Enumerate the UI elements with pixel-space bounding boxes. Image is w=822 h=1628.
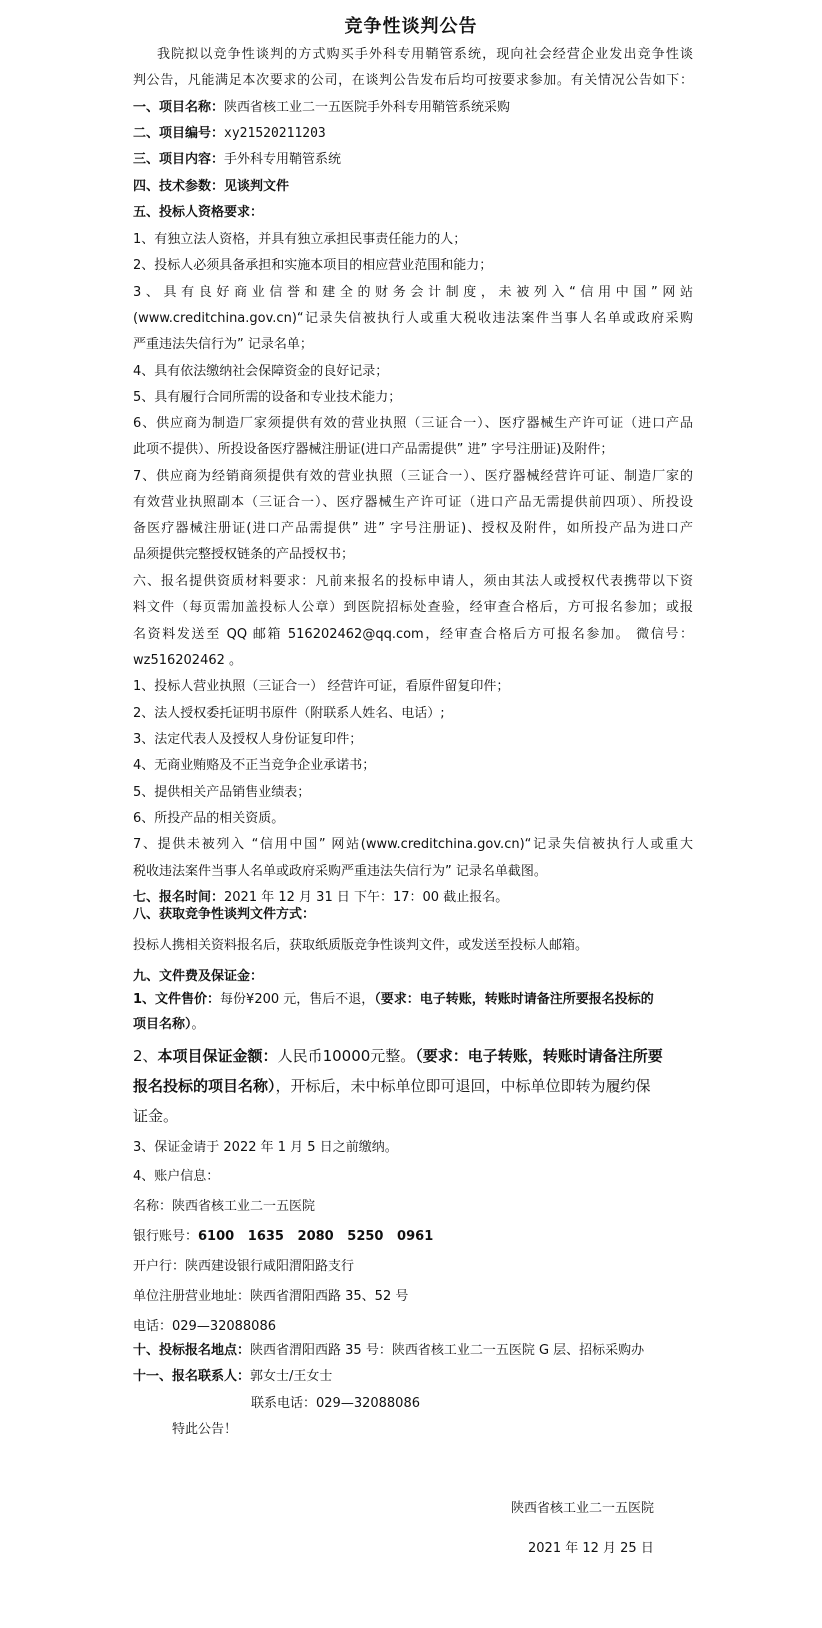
contact-person-value: 郭女士/王女士 [250,1369,333,1384]
materials-intro-line-1: 六、报名提供资质材料要求：凡前来报名的投标申请人，须由其法人或授权代表携带以下资 [133,574,693,589]
project-number-row [133,125,693,143]
registration-time-label: 七、报名时间： [133,890,225,905]
materials-intro-line-4: wz516202462 。 [133,653,243,668]
doc-fee-period: 。 [191,1017,205,1032]
deposit-index: 2、 [133,1047,158,1065]
materials-item-3: 3、法定代表人及授权人身份证复印件； [133,732,363,747]
qualification-item-7-line-1: 7、供应商为经销商须提供有效的营业执照（三证合一）、医疗器械经营许可证、制造厂家的 [133,469,693,484]
qualification-item-1: 1、有独立法人资格，并具有独立承担民事责任能力的人； [133,232,467,247]
deposit-line-1 [133,1046,693,1066]
page-title: 竞争性谈判公告 [344,16,478,37]
project-name-value: 陕西省核工业二一五医院手外科专用鞘管系统采购 [224,100,511,115]
qualification-item-4: 4、具有依法缴纳社会保障资金的良好记录； [133,364,389,379]
account-info-heading: 4、账户信息： [133,1169,220,1184]
project-content-row [133,151,693,169]
materials-item-6: 6、所投产品的相关资质。 [133,811,285,826]
deposit-line-2 [133,1076,693,1096]
project-content-label: 三、项目内容： [133,152,225,167]
doc-fee-line-2 [133,1016,693,1034]
materials-item-7-line-1: 7、提供未被列入 “信用中国” 网站(www.creditchina.gov.cn)“记录失信被执行人或重大 [133,837,693,852]
materials-item-4: 4、无商业贿赂及不正当竞争企业承诺书； [133,758,376,773]
registration-location-value: 陕西省渭阳西路 35 号：陕西省核工业二一五医院 G 层、招标采购办 [250,1343,645,1358]
doc-fee-line-1 [133,991,693,1009]
doc-fee-label: 1、文件售价： [133,992,221,1007]
fees-heading: 九、文件费及保证金： [133,969,264,984]
registration-time-row [133,889,693,907]
qualification-item-3-line-2: (www.creditchina.gov.cn)“记录失信被执行人或重大税收违法案件当事人名单或政府采购 [133,311,693,326]
doc-fee-value: 每份¥200 元，售后不退， [220,992,375,1007]
deposit-deadline: 3、保证金请于 2022 年 1 月 5 日之前缴纳。 [133,1140,398,1155]
deposit-requirement-end: 报名投标的项目名称） [133,1077,276,1095]
intro-line-1: 我院拟以竞争性谈判的方式购买手外科专用鞘管系统，现向社会经营企业发出竞争性谈 [157,47,693,62]
deposit-label: 本项目保证金额： [157,1047,278,1065]
intro-line-2: 判公告，凡能满足本次要求的公司，在谈判公告发布后均可按要求参加。有关情况公告如下： [133,73,693,88]
qualification-item-7-line-2: 有效营业执照副本（三证合一）、医疗器械生产许可证（进口产品无需提供前四项）、所投设 [133,495,693,510]
contact-phone: 联系电话：029—32088086 [251,1396,420,1411]
project-name-label: 一、项目名称： [133,100,225,115]
deposit-refund-text: ，开标后，未中标单位即可退回，中标单位即转为履约保 [275,1077,651,1095]
deposit-line-3: 证金。 [133,1107,179,1125]
doc-acquisition-text: 投标人携相关资料报名后，获取纸质版竞争性谈判文件，或发送至投标人邮箱。 [133,938,589,953]
materials-intro-line-3: 名资料发送至 QQ 邮箱 516202462@qq.com，经审查合格后方可报名参加。 微信号： [133,627,693,642]
qualification-item-7-line-4: 品须提供完整授权链条的产品授权书； [133,547,355,562]
doc-acquisition-heading: 八、获取竞争性谈判文件方式： [133,907,316,922]
registration-location-row [133,1342,693,1360]
account-number-label: 银行账号： [133,1229,199,1244]
account-phone: 电话：029—32088086 [133,1319,276,1334]
closing-text: 特此公告！ [172,1422,238,1437]
account-address: 单位注册营业地址：陕西省渭阳西路 35、52 号 [133,1289,409,1304]
materials-intro-line-2: 料文件（每页需加盖投标人公章）到医院招标处查验，经审查合格后，方可报名参加；或报 [133,600,693,615]
qualification-item-2: 2、投标人必须具备承担和实施本项目的相应营业范围和能力； [133,258,493,273]
deposit-value: 人民币10000元整。 [277,1047,416,1065]
qualification-item-6-line-1: 6、供应商为制造厂家须提供有效的营业执照（三证合一）、医疗器械生产许可证（进口产品 [133,416,693,431]
project-number-value: xy21520211203 [224,126,326,141]
project-name-row [133,99,693,117]
account-number-row [133,1228,693,1246]
registration-location-label: 十、投标报名地点： [133,1343,251,1358]
materials-item-1: 1、投标人营业执照（三证合一） 经营许可证，看原件留复印件； [133,679,510,694]
registration-time-value: 2021 年 12 月 31 日 下午：17：00 截止报名。 [224,890,509,905]
qualification-item-3-line-3: 严重违法失信行为” 记录名单； [133,337,313,352]
materials-item-2: 2、法人授权委托证明书原件（附联系人姓名、电话）; [133,706,445,721]
project-number-label: 二、项目编号： [133,126,225,141]
doc-fee-requirement: （要求：电子转账，转账时请备注所要报名投标的 [374,992,654,1007]
qualification-item-5: 5、具有履行合同所需的设备和专业技术能力； [133,390,402,405]
contact-person-row [133,1368,693,1386]
qualification-item-7-line-3: 备医疗器械注册证(进口产品需提供” 进” 字号注册证)、授权及附件，如所投产品为进口产 [133,521,693,536]
account-number-value: 6100 1635 2080 5250 0961 [198,1229,434,1244]
account-bank: 开户行：陕西建设银行咸阳渭阳路支行 [133,1259,355,1274]
qualification-heading: 五、投标人资格要求： [133,205,264,220]
tech-params-heading: 四、技术参数：见谈判文件 [133,179,290,194]
materials-item-7-line-2: 税收违法案件当事人名单或政府采购严重违法失信行为” 记录名单截图。 [133,864,547,879]
qualification-item-6-line-2: 此项不提供）、所投设备医疗器械注册证(进口产品需提供” 进” 字号注册证)及附件； [133,442,614,457]
project-content-value: 手外科专用鞘管系统 [224,152,342,167]
account-name: 名称：陕西省核工业二一五医院 [133,1199,316,1214]
contact-person-label: 十一、报名联系人： [133,1369,251,1384]
signature-organization: 陕西省核工业二一五医院 [511,1501,655,1516]
deposit-requirement: （要求：电子转账，转账时请备注所要 [415,1047,663,1065]
qualification-item-3-line-1: 3、具有良好商业信誉和建全的财务会计制度，未被列入“信用中国”网站 [133,285,693,300]
doc-fee-requirement-end: 项目名称） [133,1017,192,1032]
materials-item-5: 5、提供相关产品销售业绩表； [133,785,311,800]
signature-date: 2021 年 12 月 25 日 [528,1541,654,1556]
